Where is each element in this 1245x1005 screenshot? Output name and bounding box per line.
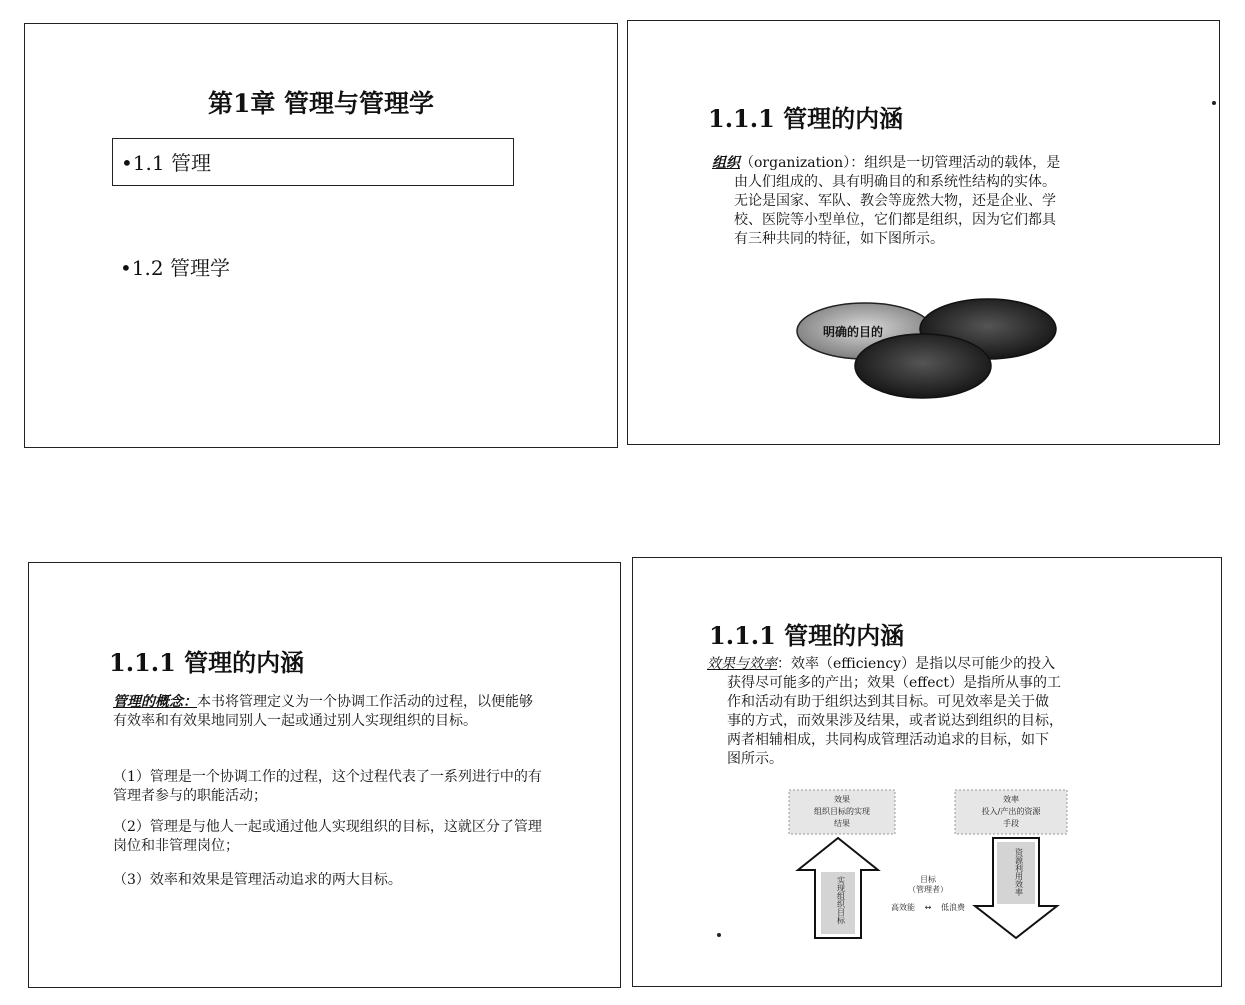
slide-title: 1.1.1 管理的内涵 [709, 621, 905, 650]
efficiency-effectiveness-diagram [783, 786, 1083, 941]
paragraph-line: 两者相辅相成，共同构成管理活动追求的目标，如下 [727, 732, 1049, 748]
paragraph-line: 无论是国家、军队、教会等庞然大物，还是企业、学 [734, 193, 1056, 209]
organization-paragraph [712, 154, 1132, 249]
efficiency-box-line3: 手段 [1003, 819, 1019, 828]
slide-organization [627, 20, 1220, 445]
efficiency-paragraph [707, 655, 1147, 769]
effect-box-line1: 效果 [834, 795, 850, 804]
speck [717, 933, 721, 937]
paragraph-line: 图所示。 [727, 751, 783, 767]
concept-intro [113, 693, 543, 731]
diagram-label: 明确的目的 [822, 325, 884, 339]
organization-features-diagram [793, 296, 1068, 416]
effect-box-line3: 结果 [834, 819, 850, 828]
term-effect-efficiency: 效果与效率 [707, 656, 777, 672]
paragraph-line: 获得尽可能多的产出；效果（effect）是指所从事的工 [727, 675, 1061, 691]
outline-item-1-1: •1.1 管理 [112, 138, 514, 186]
concept-point-3: （3）效率和效果是管理活动追求的两大目标。 [113, 872, 402, 888]
center-right-label: 低浪费 [941, 903, 965, 912]
term-organization: 组织 [712, 155, 740, 171]
concept-intro-text: 本书将管理定义为一个协调工作活动的过程，以便能够有效率和有效果地同别人一起或通过别人实现组织的目标。 [113, 694, 533, 729]
slide-chapter-outline [24, 23, 618, 448]
paragraph-line: 事的方式，而效果涉及结果，或者说达到组织的目标， [727, 713, 1063, 729]
up-arrow-label: 实现组织目标 [836, 876, 846, 924]
term-management-concept: 管理的概念： [113, 694, 197, 710]
center-mid-label: （管理者） [908, 885, 948, 894]
paragraph-line: 作和活动有助于组织达到其目标。可见效率是关于做 [727, 694, 1049, 710]
concept-point-1: （1）管理是一个协调工作的过程，这个过程代表了一系列进行中的有管理者参与的职能活动； [113, 769, 542, 804]
speck [1212, 101, 1216, 105]
ellipse-structure [855, 334, 991, 398]
slide-title: 1.1.1 管理的内涵 [109, 648, 305, 677]
paragraph-line: 校、医院等小型单位，它们都是组织，因为它们都具 [734, 212, 1056, 228]
center-left-label: 高效能 [891, 903, 915, 912]
efficiency-box-line2: 投入/产出的资源 [981, 807, 1041, 816]
paragraph-line: （organization）：组织是一切管理活动的载体，是 [740, 155, 1061, 171]
center-top-label: 目标 [920, 875, 936, 884]
paragraph-line: 由人们组成的、具有明确目的和系统性结构的实体。 [734, 174, 1056, 190]
slide-title: 第1章 管理与管理学 [207, 89, 435, 118]
center-sep-label: ↔ [924, 903, 932, 912]
concept-point-2: （2）管理是与他人一起或通过他人实现组织的目标，这就区分了管理岗位和非管理岗位； [113, 819, 542, 854]
paragraph-line: 有三种共同的特征，如下图所示。 [734, 231, 944, 247]
paragraph-line: ：效率（efficiency）是指以尽可能少的投入 [777, 656, 1056, 672]
slide-title: 1.1.1 管理的内涵 [708, 104, 904, 133]
slide-management-concept [28, 562, 621, 988]
effect-box-line2: 组织目标的实现 [814, 807, 870, 816]
outline-item-1-2: •1.2 管理学 [120, 256, 230, 280]
efficiency-box-line1: 效率 [1003, 795, 1019, 804]
slide-effectiveness-efficiency [632, 557, 1222, 987]
down-arrow-label: 资源利用效率 [1014, 848, 1024, 896]
